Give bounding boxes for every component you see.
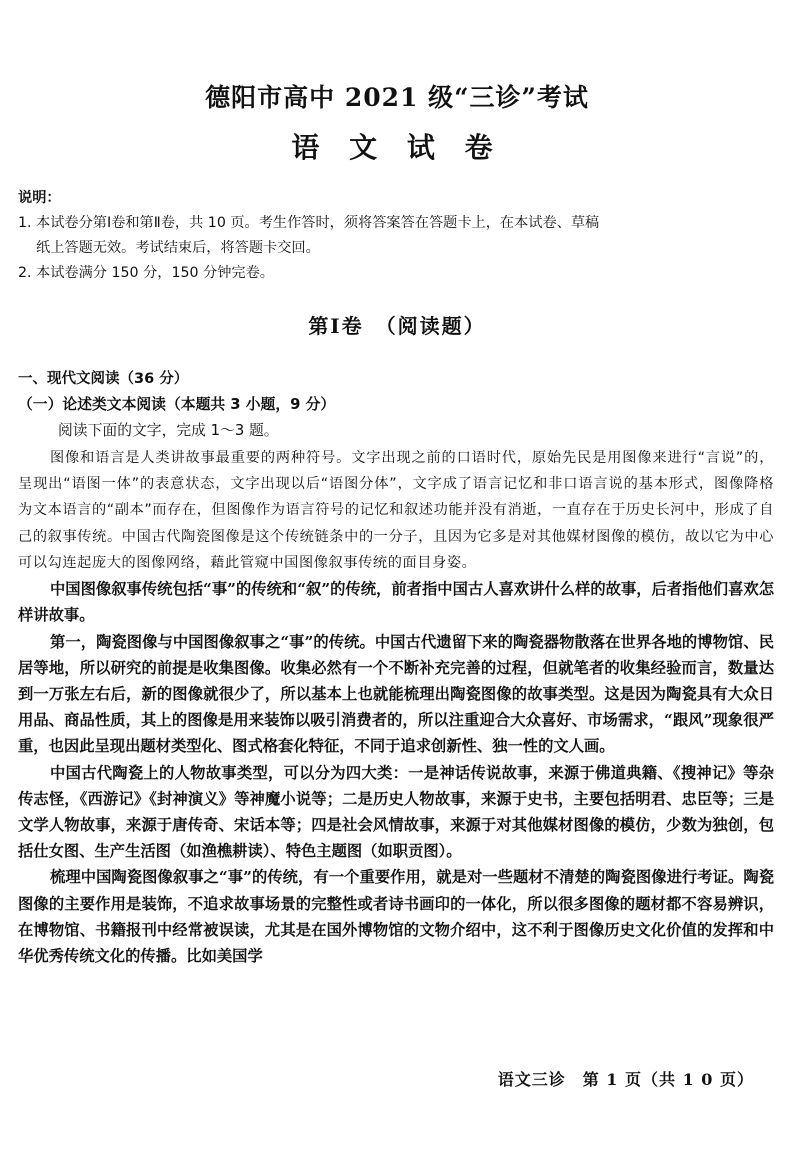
passage-paragraph-5: 梳理中国陶瓷图像叙事之“事”的传统，有一个重要作用，就是对一些题材不清楚的陶瓷图像进行考证。陶瓷图像的主要作用是装饰，不追求故事场景的完整性或者诗书画印的一体化，所以很多图像的题材都不容易辨识，在博物馆、书籍报刊中经常被误读，尤其是在国外博物馆的文物介绍中，这不利于图像历史文化价值的发挥和中华优秀传统文化的传播。比如美国学 <box>18 868 774 965</box>
part-heading: 一、现代文阅读（36 分） <box>18 371 189 387</box>
instruction-item-2: 2. 本试卷满分 150 分，150 分钟完卷。 <box>18 265 274 281</box>
passage-paragraph-3: 第一，陶瓷图像与中国图像叙事之“事”的传统。中国古代遗留下来的陶瓷器物散落在世界各地的博物馆、民居等地，所以研究的前提是收集图像。收集必然有一个不断补充完善的过程，但就笔者的收集经验而言，数量达到一万张左右后，新的图像就很少了，所以基本上也就能梳理出陶瓷图像的故事类型。这是因为陶瓷具有大众日用品、商品性质，其上的图像是用来装饰以吸引消费者的，所以注重迎合大众喜好、市场需求，“跟风”现象很严重，也因此呈现出题材类型化、图式格套化特征，不同于追求创新性、独一性的文人画。 <box>18 632 774 756</box>
instruction-item-1-cont: 纸上答题无效。考试结束后，将答题卡交回。 <box>36 240 320 256</box>
instructions-label: 说明： <box>18 190 61 206</box>
reading-instruction: 阅读下面的文字，完成 1～3 题。 <box>58 422 279 440</box>
passage-paragraph-2: 中国图像叙事传统包括“事”的传统和“叙”的传统，前者指中国古人喜欢讲什么样的故事，后者指他们喜欢怎样讲故事。 <box>18 580 774 625</box>
passage-paragraph-1: 图像和语言是人类讲故事最重要的两种符号。文字出现之前的口语时代，原始先民是用图像来进行“言说”的，呈现出“语图一体”的表意状态，文字出现以后“语图分体”，文字成了语言记忆和非口语言说的基本形式，图像降格为文本语言的“副本”而存在，但图像作为语言符号的记忆和叙述功能并没有消逝，一直存在于历史长河中，形成了自己的叙事传统。中国古代陶瓷图像是这个传统链条中的一分子，且因为它多是对其他媒材图像的模仿，故以它为中心可以勾连起庞大的图像网络，藉此管窥中国图像叙事传统的面目身姿。 <box>18 449 774 571</box>
subpart-heading: （一）论述类文本阅读（本题共 3 小题，9 分） <box>18 396 336 414</box>
page-footer: 语文三诊 第 1 页（共 1 0 页） <box>497 1070 754 1089</box>
passage-paragraph-4: 中国古代陶瓷上的人物故事类型，可以分为四大类：一是神话传说故事，来源于佛道典籍、《搜神记》等杂传志怪，《西游记》《封神演义》等神魔小说等；二是历史人物故事，来源于史书，主要包括明君、忠臣等；三是文学人物故事，来源于唐传奇、宋话本等；四是社会风情故事，来源于对其他媒材图像的模仿，少数为独创，包括仕女图、生产生活图（如渔樵耕读）、特色主题图（如职贡图）。 <box>18 763 774 861</box>
section-title: 第Ⅰ卷 （阅读题） <box>308 314 486 338</box>
reading-body <box>18 366 774 969</box>
instructions-block <box>18 186 758 286</box>
exam-subtitle: 语 文 试 卷 <box>291 131 503 164</box>
instruction-item-1: 1. 本试卷分第Ⅰ卷和第Ⅱ卷，共 10 页。考生作答时，须将答案答在答题卡上，在本试卷、草稿 <box>18 215 600 231</box>
exam-title: 德阳市高中 2021 级“三诊”考试 <box>205 83 589 112</box>
